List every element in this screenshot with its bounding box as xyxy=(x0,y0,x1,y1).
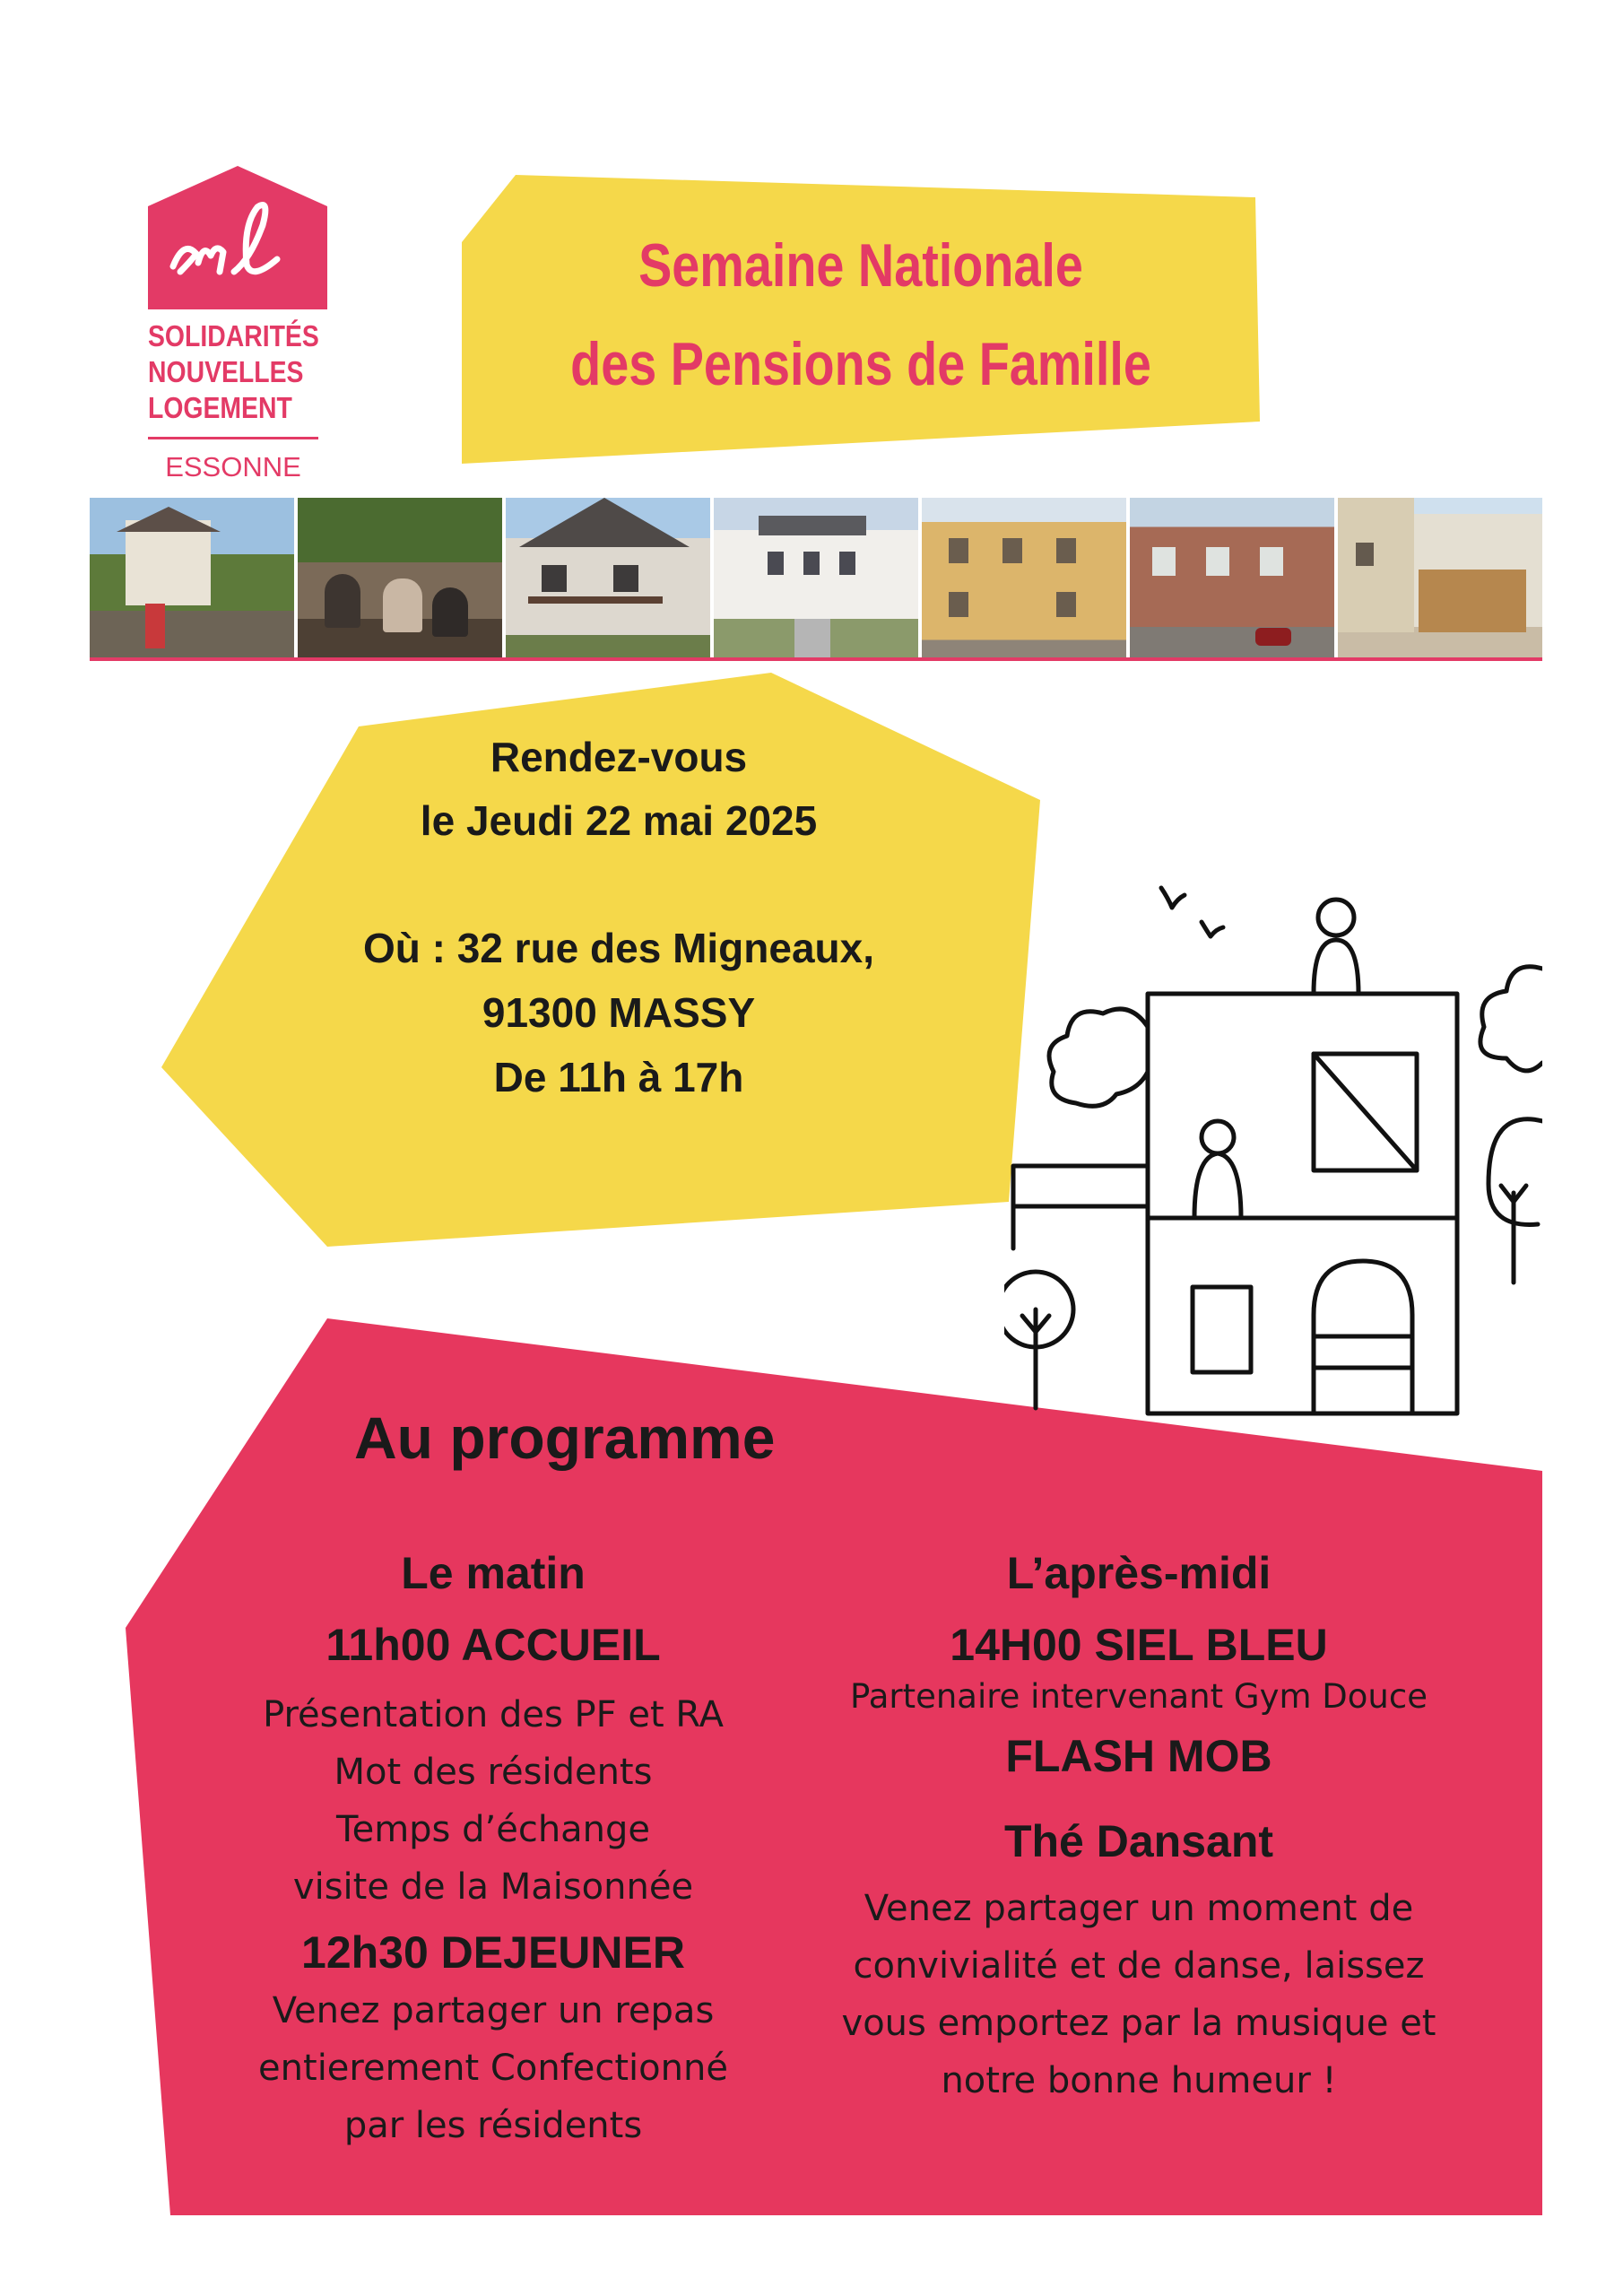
courtyard-building-photo xyxy=(1338,498,1542,659)
dejeuner-line-3: par les résidents xyxy=(343,2105,643,2146)
morning-heading: Le matin xyxy=(401,1548,586,1598)
rendezvous-address-2: 91300 MASSY xyxy=(482,989,756,1036)
photo-strip-divider xyxy=(90,657,1542,661)
house-photo-2 xyxy=(506,498,710,659)
white-house-photo xyxy=(714,498,918,659)
house-logo-icon xyxy=(148,166,327,309)
yellow-building-photo xyxy=(922,498,1126,659)
title-banner xyxy=(462,175,1260,466)
dejeuner-line-1: Venez partager un repas xyxy=(272,1990,715,2031)
logo-divider xyxy=(148,437,318,439)
program-heading: Au programme xyxy=(354,1405,776,1471)
the-dansant-title: Thé Dansant xyxy=(1003,1816,1274,1866)
rendezvous-label: Rendez-vous xyxy=(490,734,748,780)
dejeuner-line-2: entierement Confectionné xyxy=(258,2048,728,2089)
snl-logo xyxy=(148,166,327,493)
logo-line-3: LOGEMENT xyxy=(148,391,292,424)
accueil-line-1: Présentation des PF et RA xyxy=(263,1694,724,1735)
accueil-line-3: Temps d’échange xyxy=(335,1809,651,1850)
accueil-line-2: Mot des résidents xyxy=(334,1752,653,1793)
afternoon-heading: L’après-midi xyxy=(1006,1548,1271,1598)
logo-region: ESSONNE xyxy=(165,451,301,483)
the-dansant-line-3: vous emportez par la musique et xyxy=(841,2003,1436,2044)
rendezvous-date: le Jeudi 22 mai 2025 xyxy=(420,797,818,844)
flash-mob-title: FLASH MOB xyxy=(1005,1731,1272,1781)
rendezvous-address-1: Où : 32 rue des Migneaux, xyxy=(362,925,875,971)
brick-building-photo xyxy=(1130,498,1334,659)
siel-bleu-title: 14H00 SIEL BLEU xyxy=(950,1620,1328,1670)
group-meal-photo xyxy=(298,498,502,659)
title-line-1: Semaine Nationale xyxy=(638,231,1083,300)
the-dansant-line-4: notre bonne humeur ! xyxy=(941,2060,1337,2101)
rendezvous-hours: De 11h à 17h xyxy=(493,1054,744,1100)
photo-strip xyxy=(90,498,1542,659)
accueil-title: 11h00 ACCUEIL xyxy=(325,1620,661,1670)
afternoon-column xyxy=(780,1547,1497,2109)
logo-line-2: NOUVELLES xyxy=(148,355,304,388)
dejeuner-title: 12h30 DEJEUNER xyxy=(301,1927,685,1978)
house-illustration-icon xyxy=(1004,879,1542,1435)
house-photo-1 xyxy=(90,498,294,659)
logo-line-1: SOLIDARITÉS xyxy=(148,319,319,352)
the-dansant-line-2: convivialité et de danse, laissez xyxy=(853,1945,1425,1987)
morning-column xyxy=(135,1547,852,2154)
the-dansant-line-1: Venez partager un moment de xyxy=(864,1888,1414,1929)
siel-bleu-subtitle: Partenaire intervenant Gym Douce xyxy=(850,1677,1428,1716)
accueil-line-4: visite de la Maisonnée xyxy=(292,1866,694,1908)
title-line-2: des Pensions de Famille xyxy=(570,330,1151,398)
